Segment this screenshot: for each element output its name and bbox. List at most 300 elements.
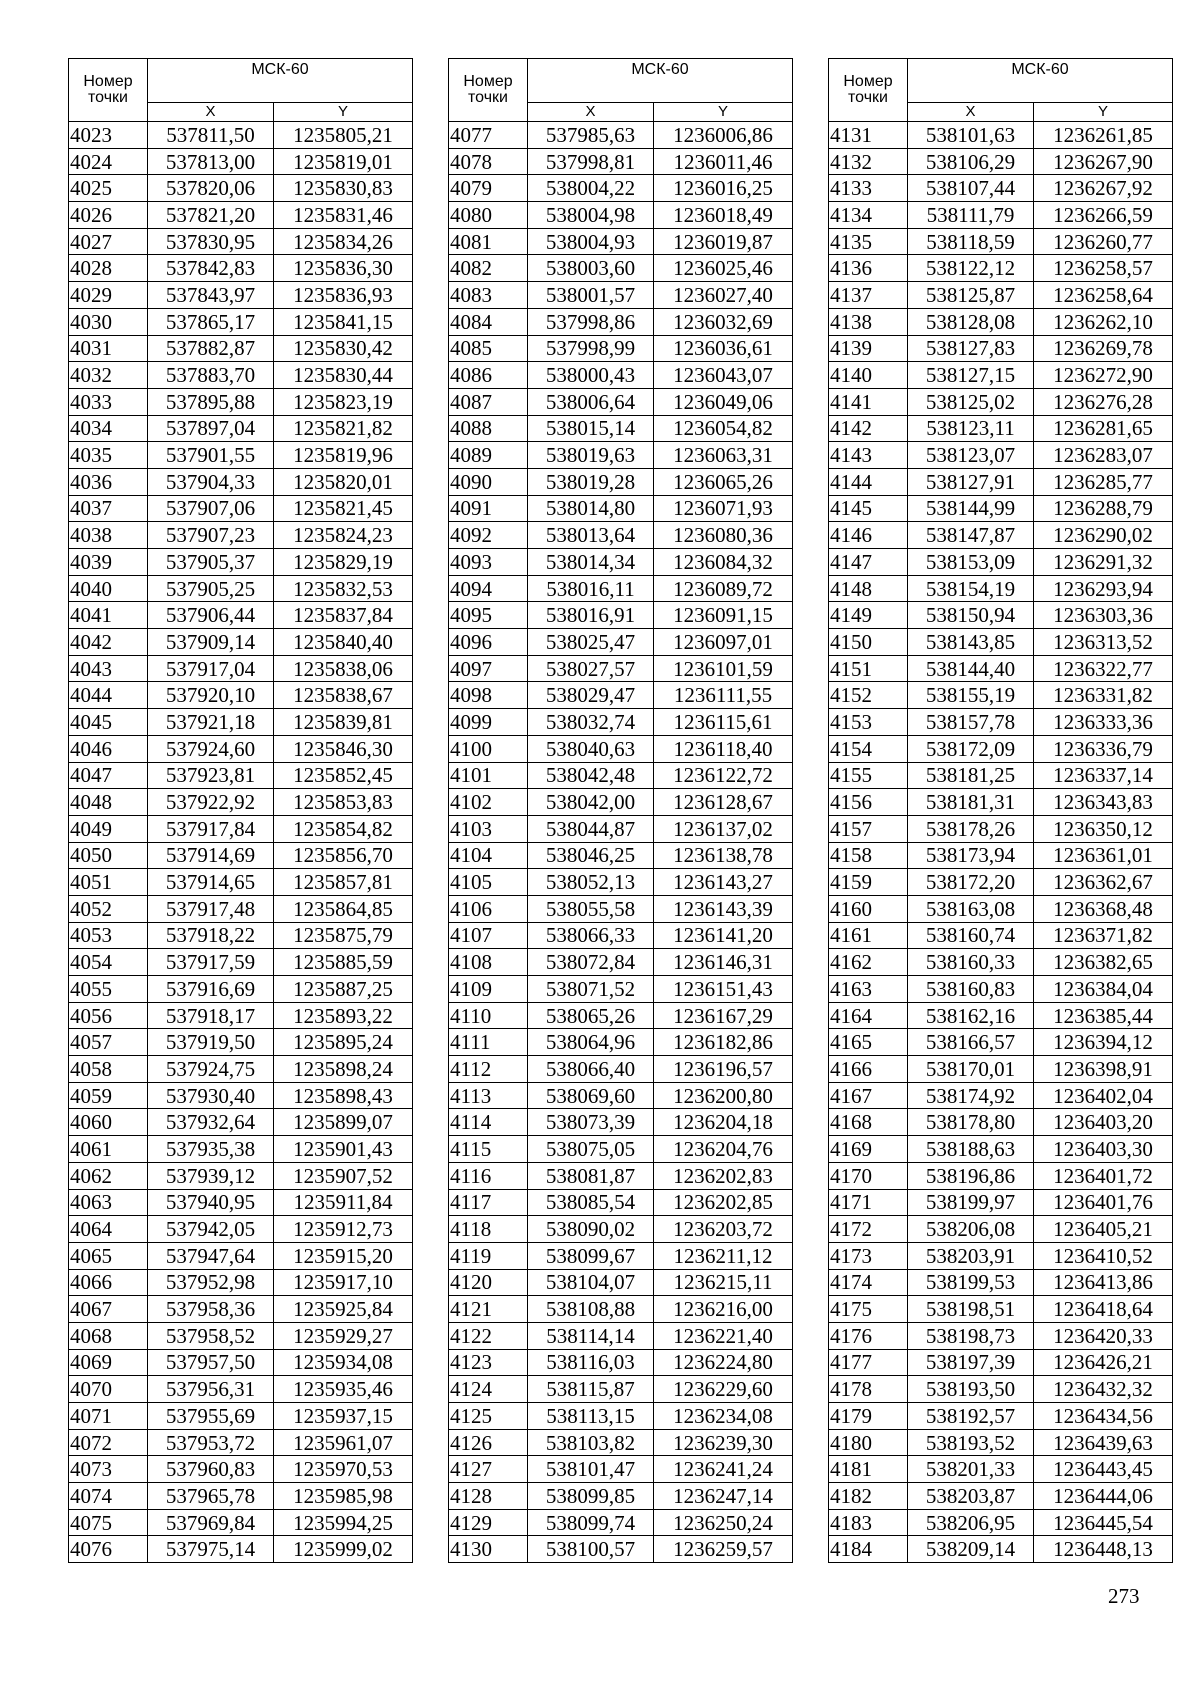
table-row — [449, 1189, 793, 1216]
x-coordinate-cell: 538101,47 — [528, 1456, 654, 1483]
table-row — [69, 468, 413, 495]
table-row — [69, 949, 413, 976]
x-coordinate-cell: 538016,91 — [528, 602, 654, 629]
x-coordinate-cell: 537921,18 — [148, 709, 274, 736]
table-row — [449, 495, 793, 522]
point-number-cell: 4026 — [69, 202, 148, 229]
point-number-cell: 4088 — [449, 415, 528, 442]
y-coordinate-cell: 1235915,20 — [274, 1242, 413, 1269]
y-coordinate-cell: 1236097,01 — [654, 629, 793, 656]
table-row — [69, 282, 413, 309]
y-coordinate-cell: 1236203,72 — [654, 1216, 793, 1243]
y-coordinate-cell: 1236267,90 — [1034, 148, 1173, 175]
table-row — [829, 1322, 1173, 1349]
y-coordinate-cell: 1236420,33 — [1034, 1322, 1173, 1349]
table-row — [449, 1296, 793, 1323]
x-coordinate-cell: 538206,95 — [908, 1509, 1034, 1536]
y-coordinate-cell: 1236128,67 — [654, 789, 793, 816]
point-number-cell: 4138 — [829, 308, 908, 335]
table-row — [69, 629, 413, 656]
y-coordinate-cell: 1236443,45 — [1034, 1456, 1173, 1483]
table-row — [449, 735, 793, 762]
table-row — [829, 255, 1173, 282]
point-number-cell: 4052 — [69, 895, 148, 922]
y-coordinate-cell: 1235864,85 — [274, 895, 413, 922]
point-number-cell: 4166 — [829, 1056, 908, 1083]
x-coordinate-cell: 538125,02 — [908, 388, 1034, 415]
x-coordinate-cell: 538154,19 — [908, 575, 1034, 602]
x-coordinate-cell: 538032,74 — [528, 709, 654, 736]
point-number-cell: 4180 — [829, 1429, 908, 1456]
x-coordinate-cell: 537924,60 — [148, 735, 274, 762]
point-number-cell: 4128 — [449, 1483, 528, 1510]
point-number-cell: 4047 — [69, 762, 148, 789]
point-number-cell: 4099 — [449, 709, 528, 736]
point-number-cell: 4071 — [69, 1403, 148, 1430]
point-number-header: Номер точки — [829, 59, 908, 122]
point-number-cell: 4080 — [449, 202, 528, 229]
point-number-cell: 4183 — [829, 1509, 908, 1536]
table-row — [829, 1056, 1173, 1083]
coord-table-1 — [68, 58, 413, 1563]
point-number-cell: 4032 — [69, 362, 148, 389]
x-coordinate-cell: 537897,04 — [148, 415, 274, 442]
point-number-cell: 4101 — [449, 762, 528, 789]
x-coordinate-cell: 537975,14 — [148, 1536, 274, 1563]
point-number-cell: 4051 — [69, 869, 148, 896]
x-coordinate-cell: 538178,80 — [908, 1109, 1034, 1136]
x-coordinate-cell: 538193,52 — [908, 1429, 1034, 1456]
y-coordinate-cell: 1235895,24 — [274, 1029, 413, 1056]
point-number-cell: 4093 — [449, 549, 528, 576]
table-row — [829, 1403, 1173, 1430]
y-coordinate-cell: 1236439,63 — [1034, 1429, 1173, 1456]
y-coordinate-cell: 1235820,01 — [274, 468, 413, 495]
x-coordinate-cell: 538003,60 — [528, 255, 654, 282]
y-coordinate-cell: 1235819,01 — [274, 148, 413, 175]
table-row — [69, 1269, 413, 1296]
table-row — [829, 735, 1173, 762]
x-coordinate-cell: 538072,84 — [528, 949, 654, 976]
y-coordinate-cell: 1235830,83 — [274, 175, 413, 202]
point-number-cell: 4118 — [449, 1216, 528, 1243]
y-coordinate-cell: 1235912,73 — [274, 1216, 413, 1243]
x-coordinate-cell: 538066,40 — [528, 1056, 654, 1083]
y-coordinate-cell: 1235893,22 — [274, 1002, 413, 1029]
table-row — [449, 1376, 793, 1403]
x-coordinate-cell: 538016,11 — [528, 575, 654, 602]
table-row — [829, 148, 1173, 175]
point-number-cell: 4069 — [69, 1349, 148, 1376]
table-row — [69, 1456, 413, 1483]
table-row — [69, 1136, 413, 1163]
table-row — [449, 335, 793, 362]
table-row — [829, 1349, 1173, 1376]
point-number-cell: 4105 — [449, 869, 528, 896]
point-number-cell: 4061 — [69, 1136, 148, 1163]
table-row — [449, 202, 793, 229]
y-coordinate-cell: 1236283,07 — [1034, 442, 1173, 469]
x-coordinate-cell: 538104,07 — [528, 1269, 654, 1296]
table-row — [69, 1376, 413, 1403]
point-number-cell: 4115 — [449, 1136, 528, 1163]
point-number-cell: 4074 — [69, 1483, 148, 1510]
point-number-cell: 4035 — [69, 442, 148, 469]
x-coordinate-cell: 537811,50 — [148, 122, 274, 149]
y-coordinate-cell: 1236291,32 — [1034, 549, 1173, 576]
table-row — [829, 575, 1173, 602]
y-coordinate-cell: 1236247,14 — [654, 1483, 793, 1510]
table-row — [69, 308, 413, 335]
table-row — [449, 709, 793, 736]
y-coordinate-cell: 1236368,48 — [1034, 895, 1173, 922]
y-coordinate-cell: 1236385,44 — [1034, 1002, 1173, 1029]
table-row — [449, 1429, 793, 1456]
y-coordinate-cell: 1236260,77 — [1034, 228, 1173, 255]
table-row — [829, 1029, 1173, 1056]
x-coordinate-cell: 538015,14 — [528, 415, 654, 442]
y-coordinate-cell: 1235824,23 — [274, 522, 413, 549]
table-row — [449, 842, 793, 869]
y-coordinate-cell: 1235841,15 — [274, 308, 413, 335]
point-number-cell: 4037 — [69, 495, 148, 522]
y-coordinate-cell: 1236027,40 — [654, 282, 793, 309]
table-row — [449, 1536, 793, 1563]
point-number-cell: 4162 — [829, 949, 908, 976]
x-coordinate-cell: 538157,78 — [908, 709, 1034, 736]
point-number-cell: 4113 — [449, 1082, 528, 1109]
x-coordinate-cell: 538127,15 — [908, 362, 1034, 389]
y-coordinate-cell: 1236403,20 — [1034, 1109, 1173, 1136]
table-row — [69, 1082, 413, 1109]
table-row — [69, 789, 413, 816]
x-coordinate-cell: 538090,02 — [528, 1216, 654, 1243]
x-coordinate-cell: 538203,91 — [908, 1242, 1034, 1269]
y-coordinate-cell: 1236350,12 — [1034, 815, 1173, 842]
point-number-cell: 4086 — [449, 362, 528, 389]
table-row — [829, 1189, 1173, 1216]
table-row — [829, 228, 1173, 255]
point-number-cell: 4070 — [69, 1376, 148, 1403]
y-coordinate-cell: 1236239,30 — [654, 1429, 793, 1456]
point-number-cell: 4083 — [449, 282, 528, 309]
y-coordinate-cell: 1236016,25 — [654, 175, 793, 202]
x-coordinate-cell: 537917,48 — [148, 895, 274, 922]
y-coordinate-cell: 1236384,04 — [1034, 976, 1173, 1003]
y-coordinate-cell: 1236202,83 — [654, 1162, 793, 1189]
point-number-cell: 4079 — [449, 175, 528, 202]
y-coordinate-cell: 1236141,20 — [654, 922, 793, 949]
table-row — [829, 842, 1173, 869]
point-number-cell: 4041 — [69, 602, 148, 629]
y-coordinate-cell: 1235836,93 — [274, 282, 413, 309]
point-number-cell: 4092 — [449, 522, 528, 549]
point-number-cell: 4170 — [829, 1162, 908, 1189]
y-coordinate-cell: 1236258,57 — [1034, 255, 1173, 282]
y-coordinate-cell: 1236018,49 — [654, 202, 793, 229]
y-coordinate-cell: 1236402,04 — [1034, 1082, 1173, 1109]
table-row — [69, 815, 413, 842]
x-coordinate-cell: 538206,08 — [908, 1216, 1034, 1243]
x-coordinate-cell: 538081,87 — [528, 1162, 654, 1189]
point-number-cell: 4149 — [829, 602, 908, 629]
y-coordinate-cell: 1236362,67 — [1034, 869, 1173, 896]
table-row — [69, 148, 413, 175]
y-coordinate-cell: 1235838,67 — [274, 682, 413, 709]
point-number-cell: 4137 — [829, 282, 908, 309]
point-number-cell: 4065 — [69, 1242, 148, 1269]
x-coordinate-cell: 537907,23 — [148, 522, 274, 549]
point-number-cell: 4091 — [449, 495, 528, 522]
y-coordinate-cell: 1235821,45 — [274, 495, 413, 522]
point-number-cell: 4036 — [69, 468, 148, 495]
x-coordinate-cell: 538019,28 — [528, 468, 654, 495]
table-row — [449, 1483, 793, 1510]
table-row — [449, 976, 793, 1003]
point-number-cell: 4144 — [829, 468, 908, 495]
x-coordinate-cell: 538192,57 — [908, 1403, 1034, 1430]
y-coordinate-cell: 1236371,82 — [1034, 922, 1173, 949]
y-coordinate-cell: 1235901,43 — [274, 1136, 413, 1163]
table-row — [449, 1403, 793, 1430]
point-number-cell: 4121 — [449, 1296, 528, 1323]
table-row — [829, 815, 1173, 842]
point-number-cell: 4043 — [69, 655, 148, 682]
point-number-cell: 4165 — [829, 1029, 908, 1056]
point-number-cell: 4075 — [69, 1509, 148, 1536]
point-number-cell: 4143 — [829, 442, 908, 469]
x-coordinate-cell: 538147,87 — [908, 522, 1034, 549]
x-coordinate-cell: 538029,47 — [528, 682, 654, 709]
table-row — [829, 682, 1173, 709]
x-coordinate-cell: 538172,20 — [908, 869, 1034, 896]
point-number-cell: 4077 — [449, 122, 528, 149]
y-coordinate-cell: 1236394,12 — [1034, 1029, 1173, 1056]
x-coordinate-cell: 537865,17 — [148, 308, 274, 335]
y-coordinate-cell: 1236182,86 — [654, 1029, 793, 1056]
x-coordinate-cell: 538199,53 — [908, 1269, 1034, 1296]
point-number-cell: 4154 — [829, 735, 908, 762]
x-coordinate-cell: 538116,03 — [528, 1349, 654, 1376]
table-row — [829, 362, 1173, 389]
table-row — [829, 1483, 1173, 1510]
table-row — [69, 442, 413, 469]
table-row — [69, 869, 413, 896]
y-coordinate-cell: 1236445,54 — [1034, 1509, 1173, 1536]
x-coordinate-cell: 537940,95 — [148, 1189, 274, 1216]
x-coordinate-cell: 538144,40 — [908, 655, 1034, 682]
x-coordinate-cell: 537935,38 — [148, 1136, 274, 1163]
x-coordinate-cell: 538065,26 — [528, 1002, 654, 1029]
y-coordinate-cell: 1235840,40 — [274, 629, 413, 656]
point-number-cell: 4084 — [449, 308, 528, 335]
table-row — [69, 1189, 413, 1216]
table-row — [449, 815, 793, 842]
x-coordinate-cell: 538118,59 — [908, 228, 1034, 255]
x-coordinate-cell: 538046,25 — [528, 842, 654, 869]
table-row — [69, 335, 413, 362]
x-coordinate-cell: 538170,01 — [908, 1056, 1034, 1083]
x-coordinate-cell: 538123,11 — [908, 415, 1034, 442]
point-number-cell: 4081 — [449, 228, 528, 255]
x-coordinate-cell: 538014,34 — [528, 549, 654, 576]
x-coordinate-cell: 537830,95 — [148, 228, 274, 255]
table-row — [829, 308, 1173, 335]
y-coordinate-cell: 1236303,36 — [1034, 602, 1173, 629]
page-number: 273 — [1108, 1584, 1140, 1608]
x-coordinate-cell: 538162,16 — [908, 1002, 1034, 1029]
table-row — [449, 895, 793, 922]
y-coordinate-cell: 1236215,11 — [654, 1269, 793, 1296]
table-row — [829, 1082, 1173, 1109]
y-coordinate-cell: 1236290,02 — [1034, 522, 1173, 549]
point-number-cell: 4182 — [829, 1483, 908, 1510]
point-number-cell: 4072 — [69, 1429, 148, 1456]
x-coordinate-cell: 537922,92 — [148, 789, 274, 816]
point-number-cell: 4117 — [449, 1189, 528, 1216]
table-row — [69, 1029, 413, 1056]
x-coordinate-cell: 537895,88 — [148, 388, 274, 415]
y-coordinate-cell: 1236401,72 — [1034, 1162, 1173, 1189]
table-row — [449, 1322, 793, 1349]
y-coordinate-cell: 1236204,76 — [654, 1136, 793, 1163]
table-row — [829, 922, 1173, 949]
y-coordinate-cell: 1235935,46 — [274, 1376, 413, 1403]
x-coordinate-cell: 537998,81 — [528, 148, 654, 175]
x-coordinate-cell: 538160,33 — [908, 949, 1034, 976]
table-row — [829, 602, 1173, 629]
point-number-cell: 4140 — [829, 362, 908, 389]
point-number-cell: 4103 — [449, 815, 528, 842]
point-number-cell: 4168 — [829, 1109, 908, 1136]
x-coordinate-cell: 538004,98 — [528, 202, 654, 229]
x-coordinate-cell: 538101,63 — [908, 122, 1034, 149]
x-coordinate-cell: 537923,81 — [148, 762, 274, 789]
point-number-cell: 4142 — [829, 415, 908, 442]
y-coordinate-cell: 1236036,61 — [654, 335, 793, 362]
x-coordinate-cell: 537919,50 — [148, 1029, 274, 1056]
y-coordinate-cell: 1236250,24 — [654, 1509, 793, 1536]
table-row — [829, 1242, 1173, 1269]
point-number-cell: 4089 — [449, 442, 528, 469]
table-row — [829, 175, 1173, 202]
x-coordinate-cell: 538052,13 — [528, 869, 654, 896]
point-number-cell: 4161 — [829, 922, 908, 949]
point-number-cell: 4039 — [69, 549, 148, 576]
point-number-cell: 4111 — [449, 1029, 528, 1056]
x-coordinate-cell: 538198,51 — [908, 1296, 1034, 1323]
y-coordinate-cell: 1236071,93 — [654, 495, 793, 522]
point-number-cell: 4181 — [829, 1456, 908, 1483]
table-row — [829, 655, 1173, 682]
point-number-cell: 4023 — [69, 122, 148, 149]
x-coordinate-cell: 538178,26 — [908, 815, 1034, 842]
y-coordinate-cell: 1236224,80 — [654, 1349, 793, 1376]
x-coordinate-cell: 537917,59 — [148, 949, 274, 976]
y-coordinate-cell: 1236293,94 — [1034, 575, 1173, 602]
table-row — [829, 869, 1173, 896]
point-number-cell: 4152 — [829, 682, 908, 709]
table-row — [69, 175, 413, 202]
y-coordinate-cell: 1235985,98 — [274, 1483, 413, 1510]
x-coordinate-cell: 538166,57 — [908, 1029, 1034, 1056]
point-number-cell: 4057 — [69, 1029, 148, 1056]
x-coordinate-cell: 538040,63 — [528, 735, 654, 762]
table-row — [829, 1216, 1173, 1243]
y-coordinate-cell: 1236269,78 — [1034, 335, 1173, 362]
coord-table-3 — [828, 58, 1173, 1563]
table-row — [69, 1296, 413, 1323]
point-number-cell: 4095 — [449, 602, 528, 629]
point-number-cell: 4158 — [829, 842, 908, 869]
x-coordinate-cell: 538108,88 — [528, 1296, 654, 1323]
table-row — [829, 495, 1173, 522]
y-coordinate-cell: 1236118,40 — [654, 735, 793, 762]
y-coordinate-cell: 1236241,24 — [654, 1456, 793, 1483]
point-number-cell: 4146 — [829, 522, 908, 549]
table-row — [449, 1029, 793, 1056]
point-number-cell: 4030 — [69, 308, 148, 335]
x-coordinate-cell: 537917,04 — [148, 655, 274, 682]
table-row — [449, 1349, 793, 1376]
table-row — [69, 1162, 413, 1189]
coord-system-header: МСК-60 — [148, 59, 413, 103]
x-coordinate-cell: 537904,33 — [148, 468, 274, 495]
table-row — [69, 1242, 413, 1269]
y-coordinate-cell: 1235857,81 — [274, 869, 413, 896]
point-number-cell: 4151 — [829, 655, 908, 682]
table-row — [69, 1002, 413, 1029]
y-coordinate-cell: 1236122,72 — [654, 762, 793, 789]
point-number-cell: 4169 — [829, 1136, 908, 1163]
x-coordinate-cell: 537882,87 — [148, 335, 274, 362]
x-coordinate-cell: 538055,58 — [528, 895, 654, 922]
x-coordinate-cell: 538099,74 — [528, 1509, 654, 1536]
table-row — [449, 575, 793, 602]
x-coordinate-cell: 537998,99 — [528, 335, 654, 362]
point-number-cell: 4176 — [829, 1322, 908, 1349]
x-coordinate-cell: 537985,63 — [528, 122, 654, 149]
y-coordinate-cell: 1235852,45 — [274, 762, 413, 789]
y-coordinate-cell: 1236398,91 — [1034, 1056, 1173, 1083]
point-number-cell: 4038 — [69, 522, 148, 549]
x-coordinate-cell: 538196,86 — [908, 1162, 1034, 1189]
table-row — [829, 762, 1173, 789]
point-number-cell: 4129 — [449, 1509, 528, 1536]
point-number-cell: 4062 — [69, 1162, 148, 1189]
point-number-cell: 4134 — [829, 202, 908, 229]
table-row — [69, 1056, 413, 1083]
table-row — [829, 522, 1173, 549]
table-row — [69, 1483, 413, 1510]
y-coordinate-cell: 1235838,06 — [274, 655, 413, 682]
table-row — [449, 1162, 793, 1189]
x-coordinate-cell: 537813,00 — [148, 148, 274, 175]
y-coordinate-cell: 1236281,65 — [1034, 415, 1173, 442]
x-coordinate-cell: 538000,43 — [528, 362, 654, 389]
x-coordinate-cell: 537820,06 — [148, 175, 274, 202]
y-coordinate-cell: 1236143,27 — [654, 869, 793, 896]
y-coordinate-cell: 1235837,84 — [274, 602, 413, 629]
point-number-cell: 4120 — [449, 1269, 528, 1296]
y-coordinate-cell: 1236413,86 — [1034, 1269, 1173, 1296]
table-row — [449, 949, 793, 976]
table-row — [69, 1109, 413, 1136]
point-number-cell: 4040 — [69, 575, 148, 602]
y-coordinate-cell: 1235994,25 — [274, 1509, 413, 1536]
x-coordinate-cell: 537914,65 — [148, 869, 274, 896]
y-coordinate-cell: 1236336,79 — [1034, 735, 1173, 762]
